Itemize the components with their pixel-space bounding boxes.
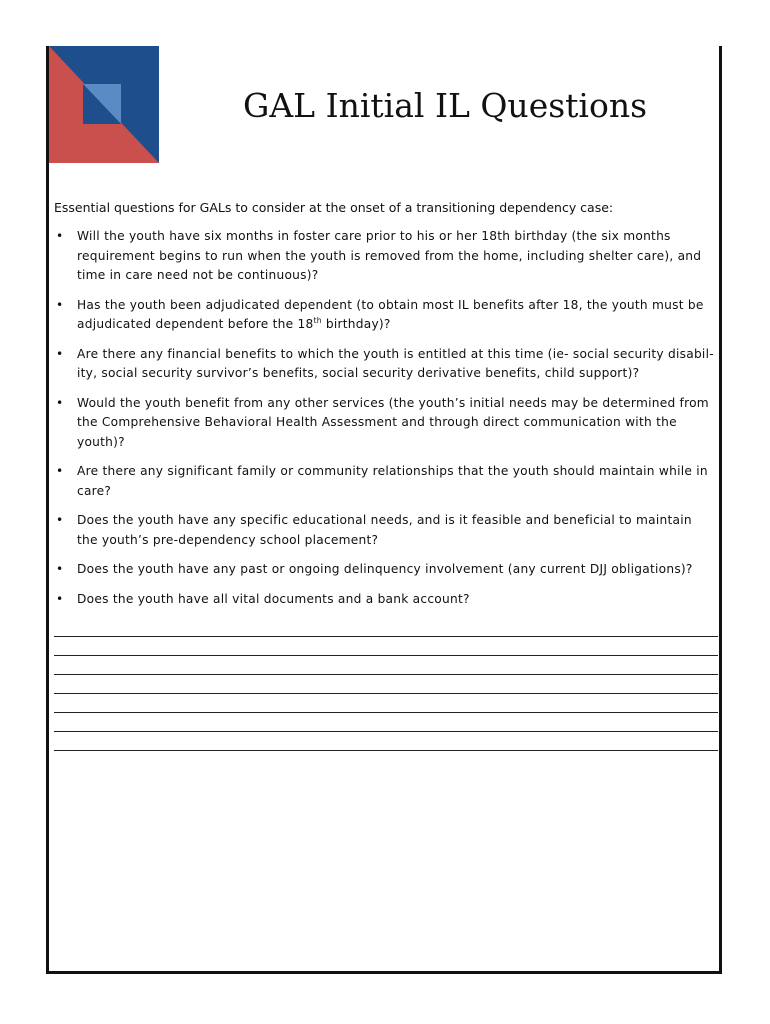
question-item: • Would the youth benefit from any other services (the youth’s initial needs may be determined from the Comprehensive Behavioral Health Assessment and through direct communication with the youth)? xyxy=(56,395,709,449)
question-list xyxy=(54,227,714,619)
intro-text: Essential questions for GALs to consider at the onset of a transitioning dependency case: xyxy=(54,200,614,215)
question-item: • Has the youth been adjudicated dependent (to obtain most IL benefits after 18, the youth must be adjudicated dependent before the 18th birthday)? xyxy=(56,297,704,331)
answer-line[interactable] xyxy=(54,618,718,637)
question-item: • Will the youth have six months in foster care prior to his or her 18th birthday (the six months requirement begins to run when the youth is removed from the home, including shelter care), and time in care need not be continuous)? xyxy=(56,229,702,282)
bullet: • xyxy=(56,562,64,576)
answer-lines[interactable] xyxy=(54,618,718,751)
bullet: • xyxy=(56,297,64,312)
bullet: • xyxy=(56,464,64,478)
bullet: • xyxy=(56,395,64,410)
question-item: • Does the youth have any past or ongoing delinquency involvement (any current DJJ obligations)? xyxy=(54,560,714,580)
answer-line[interactable] xyxy=(54,656,718,675)
question-item: • Does the youth have any specific educational needs, and is it feasible and beneficial to maintain the youth’s pre-dependency school placement? xyxy=(56,513,692,547)
answer-line[interactable] xyxy=(54,732,718,751)
answer-line[interactable] xyxy=(54,675,718,694)
bullet: • xyxy=(56,229,64,243)
question-item: • Are there any significant family or community relationships that the youth should maintain while in care? xyxy=(56,464,708,498)
question-item: • Does the youth have all vital documents and a bank account? xyxy=(54,590,714,610)
answer-line[interactable] xyxy=(54,694,718,713)
page-title: GAL Initial IL Questions xyxy=(242,86,648,125)
organization-logo-icon xyxy=(49,46,159,163)
bullet: • xyxy=(56,591,64,606)
bullet: • xyxy=(56,513,64,527)
bullet: • xyxy=(56,346,64,361)
answer-line[interactable] xyxy=(54,713,718,732)
answer-line[interactable] xyxy=(54,637,718,656)
superscript: th xyxy=(313,315,322,325)
question-item: • Are there any financial benefits to which the youth is entitled at this time (ie- social security disabil-ity, social security survivor’s benefits, social security derivative benefits, child support)? xyxy=(56,346,714,380)
